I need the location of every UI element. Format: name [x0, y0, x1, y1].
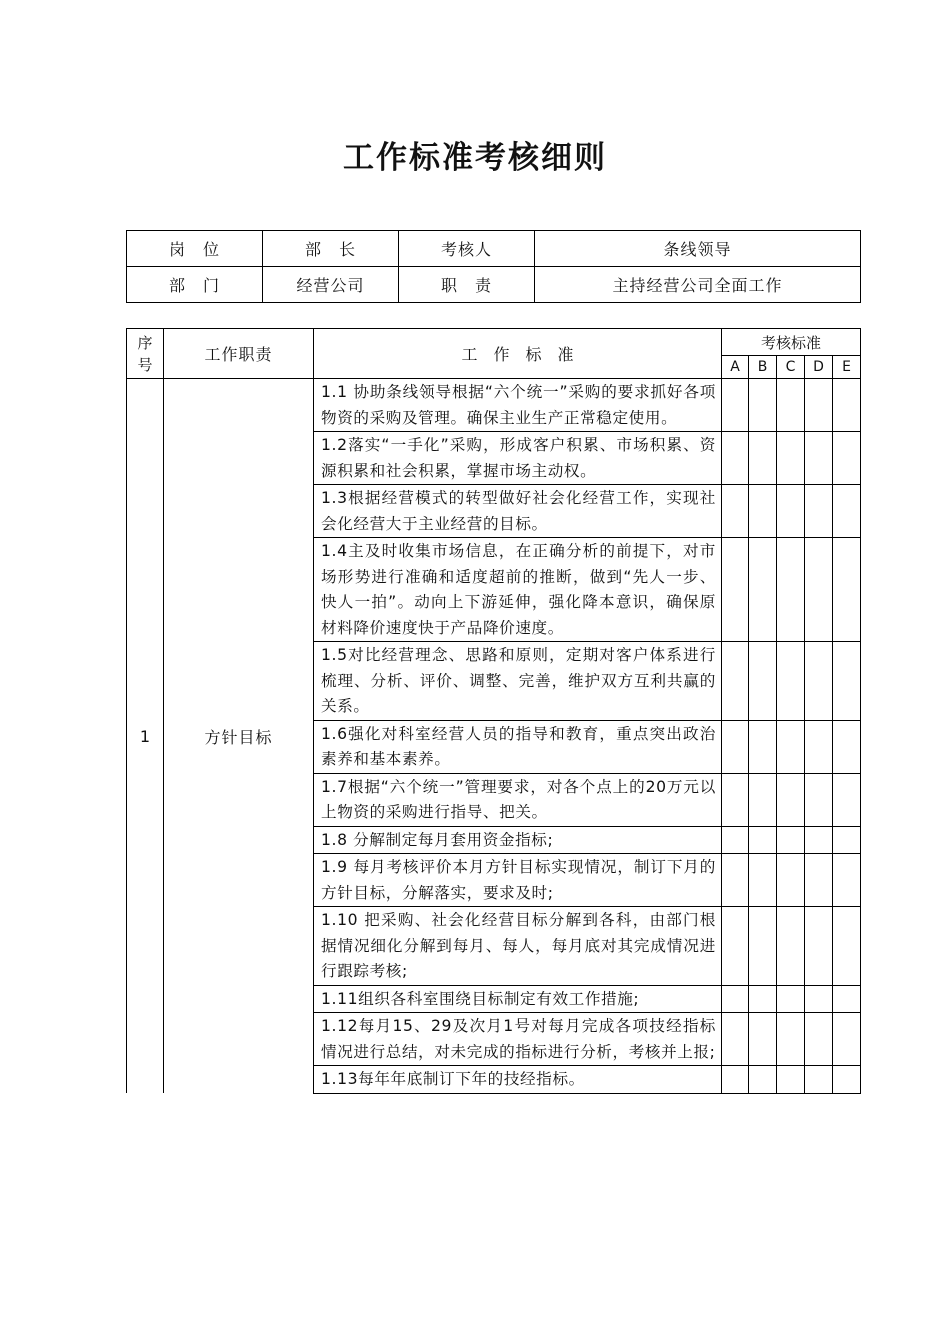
duty-label: 职 责: [399, 267, 535, 303]
grade-e-header: E: [833, 356, 861, 379]
standard-item: 1.1 协助条线领导根据“六个统一”采购的要求抓好各项物资的采购及管理。确保主业生产正常稳定使用。: [314, 379, 722, 432]
assessor-label: 考核人: [399, 231, 535, 267]
standard-item: 1.4主及时收集市场信息，在正确分析的前提下，对市场形势进行准确和适度超前的推断，做到“先人一步、快人一拍”。动向上下游延伸，强化降本意识，确保原材料降价速度快于产品降价速度。: [314, 538, 722, 642]
standard-item: 1.10 把采购、社会化经营目标分解到各科，由部门根据情况细化分解到每月、每人，每月底对其完成情况进行跟踪考核;: [314, 907, 722, 986]
table-row: [127, 379, 861, 432]
grade-e-cell[interactable]: [833, 538, 861, 642]
grade-a-cell[interactable]: [722, 485, 749, 538]
standard-item: 1.11组织各科室围绕目标制定有效工作措施;: [314, 985, 722, 1013]
standard-item: 1.9 每月考核评价本月方针目标实现情况，制订下月的方针目标，分解落实，要求及时;: [314, 854, 722, 907]
grade-e-cell[interactable]: [833, 826, 861, 854]
duty-value: 主持经营公司全面工作: [535, 267, 861, 303]
grade-a-cell[interactable]: [722, 907, 749, 986]
assessor-value: 条线领导: [535, 231, 861, 267]
grade-e-cell[interactable]: [833, 432, 861, 485]
grade-a-header: A: [722, 356, 749, 379]
grade-d-cell[interactable]: [805, 773, 833, 826]
grade-b-cell[interactable]: [749, 1013, 777, 1066]
grade-c-cell[interactable]: [777, 379, 805, 432]
grade-b-header: B: [749, 356, 777, 379]
grade-c-cell[interactable]: [777, 538, 805, 642]
post-label: 岗 位: [127, 231, 263, 267]
grade-c-cell[interactable]: [777, 773, 805, 826]
standard-item: 1.2落实“一手化”采购，形成客户积累、市场积累、资源积累和社会积累，掌握市场主动权。: [314, 432, 722, 485]
grade-a-cell[interactable]: [722, 1066, 749, 1094]
grade-e-cell[interactable]: [833, 642, 861, 721]
grade-a-cell[interactable]: [722, 538, 749, 642]
grade-a-cell[interactable]: [722, 826, 749, 854]
row-duty: 方针目标: [164, 379, 314, 1094]
info-table: [126, 230, 861, 303]
grade-d-header: D: [805, 356, 833, 379]
grade-e-cell[interactable]: [833, 985, 861, 1013]
grade-e-cell[interactable]: [833, 720, 861, 773]
grade-d-cell[interactable]: [805, 720, 833, 773]
standard-item: 1.3根据经营模式的转型做好社会化经营工作，实现社会化经营大于主业经营的目标。: [314, 485, 722, 538]
grade-b-cell[interactable]: [749, 720, 777, 773]
grade-a-cell[interactable]: [722, 1013, 749, 1066]
grade-c-cell[interactable]: [777, 485, 805, 538]
standard-item: 1.6强化对科室经营人员的指导和教育，重点突出政治素养和基本素养。: [314, 720, 722, 773]
grade-d-cell[interactable]: [805, 985, 833, 1013]
grade-d-cell[interactable]: [805, 485, 833, 538]
grade-a-cell[interactable]: [722, 642, 749, 721]
standard-item: 1.8 分解制定每月套用资金指标;: [314, 826, 722, 854]
grade-b-cell[interactable]: [749, 985, 777, 1013]
grade-a-cell[interactable]: [722, 985, 749, 1013]
grade-b-cell[interactable]: [749, 826, 777, 854]
grade-e-cell[interactable]: [833, 379, 861, 432]
grade-d-cell[interactable]: [805, 1066, 833, 1094]
grade-c-cell[interactable]: [777, 907, 805, 986]
grade-d-cell[interactable]: [805, 379, 833, 432]
seq-header-text: 序号: [137, 333, 153, 374]
grade-d-cell[interactable]: [805, 907, 833, 986]
grade-b-cell[interactable]: [749, 773, 777, 826]
grade-e-cell[interactable]: [833, 773, 861, 826]
grade-d-cell[interactable]: [805, 432, 833, 485]
standard-item: 1.7根据“六个统一”管理要求，对各个点上的20万元以上物资的采购进行指导、把关。: [314, 773, 722, 826]
grade-b-cell[interactable]: [749, 485, 777, 538]
standard-item: 1.5对比经营理念、思路和原则，定期对客户体系进行梳理、分析、评价、调整、完善，维护双方互利共赢的关系。: [314, 642, 722, 721]
dept-value: 经营公司: [263, 267, 399, 303]
grade-e-cell[interactable]: [833, 854, 861, 907]
grade-b-cell[interactable]: [749, 907, 777, 986]
criteria-header: 考核标准: [722, 329, 861, 356]
document-title: 工作标准考核细则: [343, 140, 607, 176]
grade-e-cell[interactable]: [833, 907, 861, 986]
grade-d-cell[interactable]: [805, 1013, 833, 1066]
grade-e-cell[interactable]: [833, 1066, 861, 1094]
grade-e-cell[interactable]: [833, 1013, 861, 1066]
duty-header: 工作职责: [164, 329, 314, 379]
grade-a-cell[interactable]: [722, 720, 749, 773]
grade-c-cell[interactable]: [777, 854, 805, 907]
assessment-table: [126, 328, 861, 1094]
grade-c-cell[interactable]: [777, 642, 805, 721]
grade-a-cell[interactable]: [722, 379, 749, 432]
seq-header: [127, 329, 164, 379]
grade-b-cell[interactable]: [749, 538, 777, 642]
grade-c-cell[interactable]: [777, 432, 805, 485]
grade-a-cell[interactable]: [722, 773, 749, 826]
grade-d-cell[interactable]: [805, 826, 833, 854]
grade-c-header: C: [777, 356, 805, 379]
grade-d-cell[interactable]: [805, 538, 833, 642]
post-value: 部 长: [263, 231, 399, 267]
standard-item: 1.12每月15、29及次月1号对每月完成各项技经指标情况进行总结，对未完成的指标进行分析，考核并上报;: [314, 1013, 722, 1066]
grade-d-cell[interactable]: [805, 854, 833, 907]
grade-c-cell[interactable]: [777, 826, 805, 854]
grade-c-cell[interactable]: [777, 985, 805, 1013]
grade-c-cell[interactable]: [777, 1066, 805, 1094]
grade-a-cell[interactable]: [722, 854, 749, 907]
grade-d-cell[interactable]: [805, 642, 833, 721]
grade-b-cell[interactable]: [749, 854, 777, 907]
grade-b-cell[interactable]: [749, 379, 777, 432]
standard-item: 1.13每年年底制订下年的技经指标。: [314, 1066, 722, 1094]
grade-b-cell[interactable]: [749, 642, 777, 721]
grade-c-cell[interactable]: [777, 1013, 805, 1066]
standard-header: 工 作 标 准: [314, 329, 722, 379]
grade-e-cell[interactable]: [833, 485, 861, 538]
grade-a-cell[interactable]: [722, 432, 749, 485]
dept-label: 部 门: [127, 267, 263, 303]
grade-b-cell[interactable]: [749, 1066, 777, 1094]
grade-c-cell[interactable]: [777, 720, 805, 773]
grade-b-cell[interactable]: [749, 432, 777, 485]
row-seq: 1: [127, 379, 164, 1094]
